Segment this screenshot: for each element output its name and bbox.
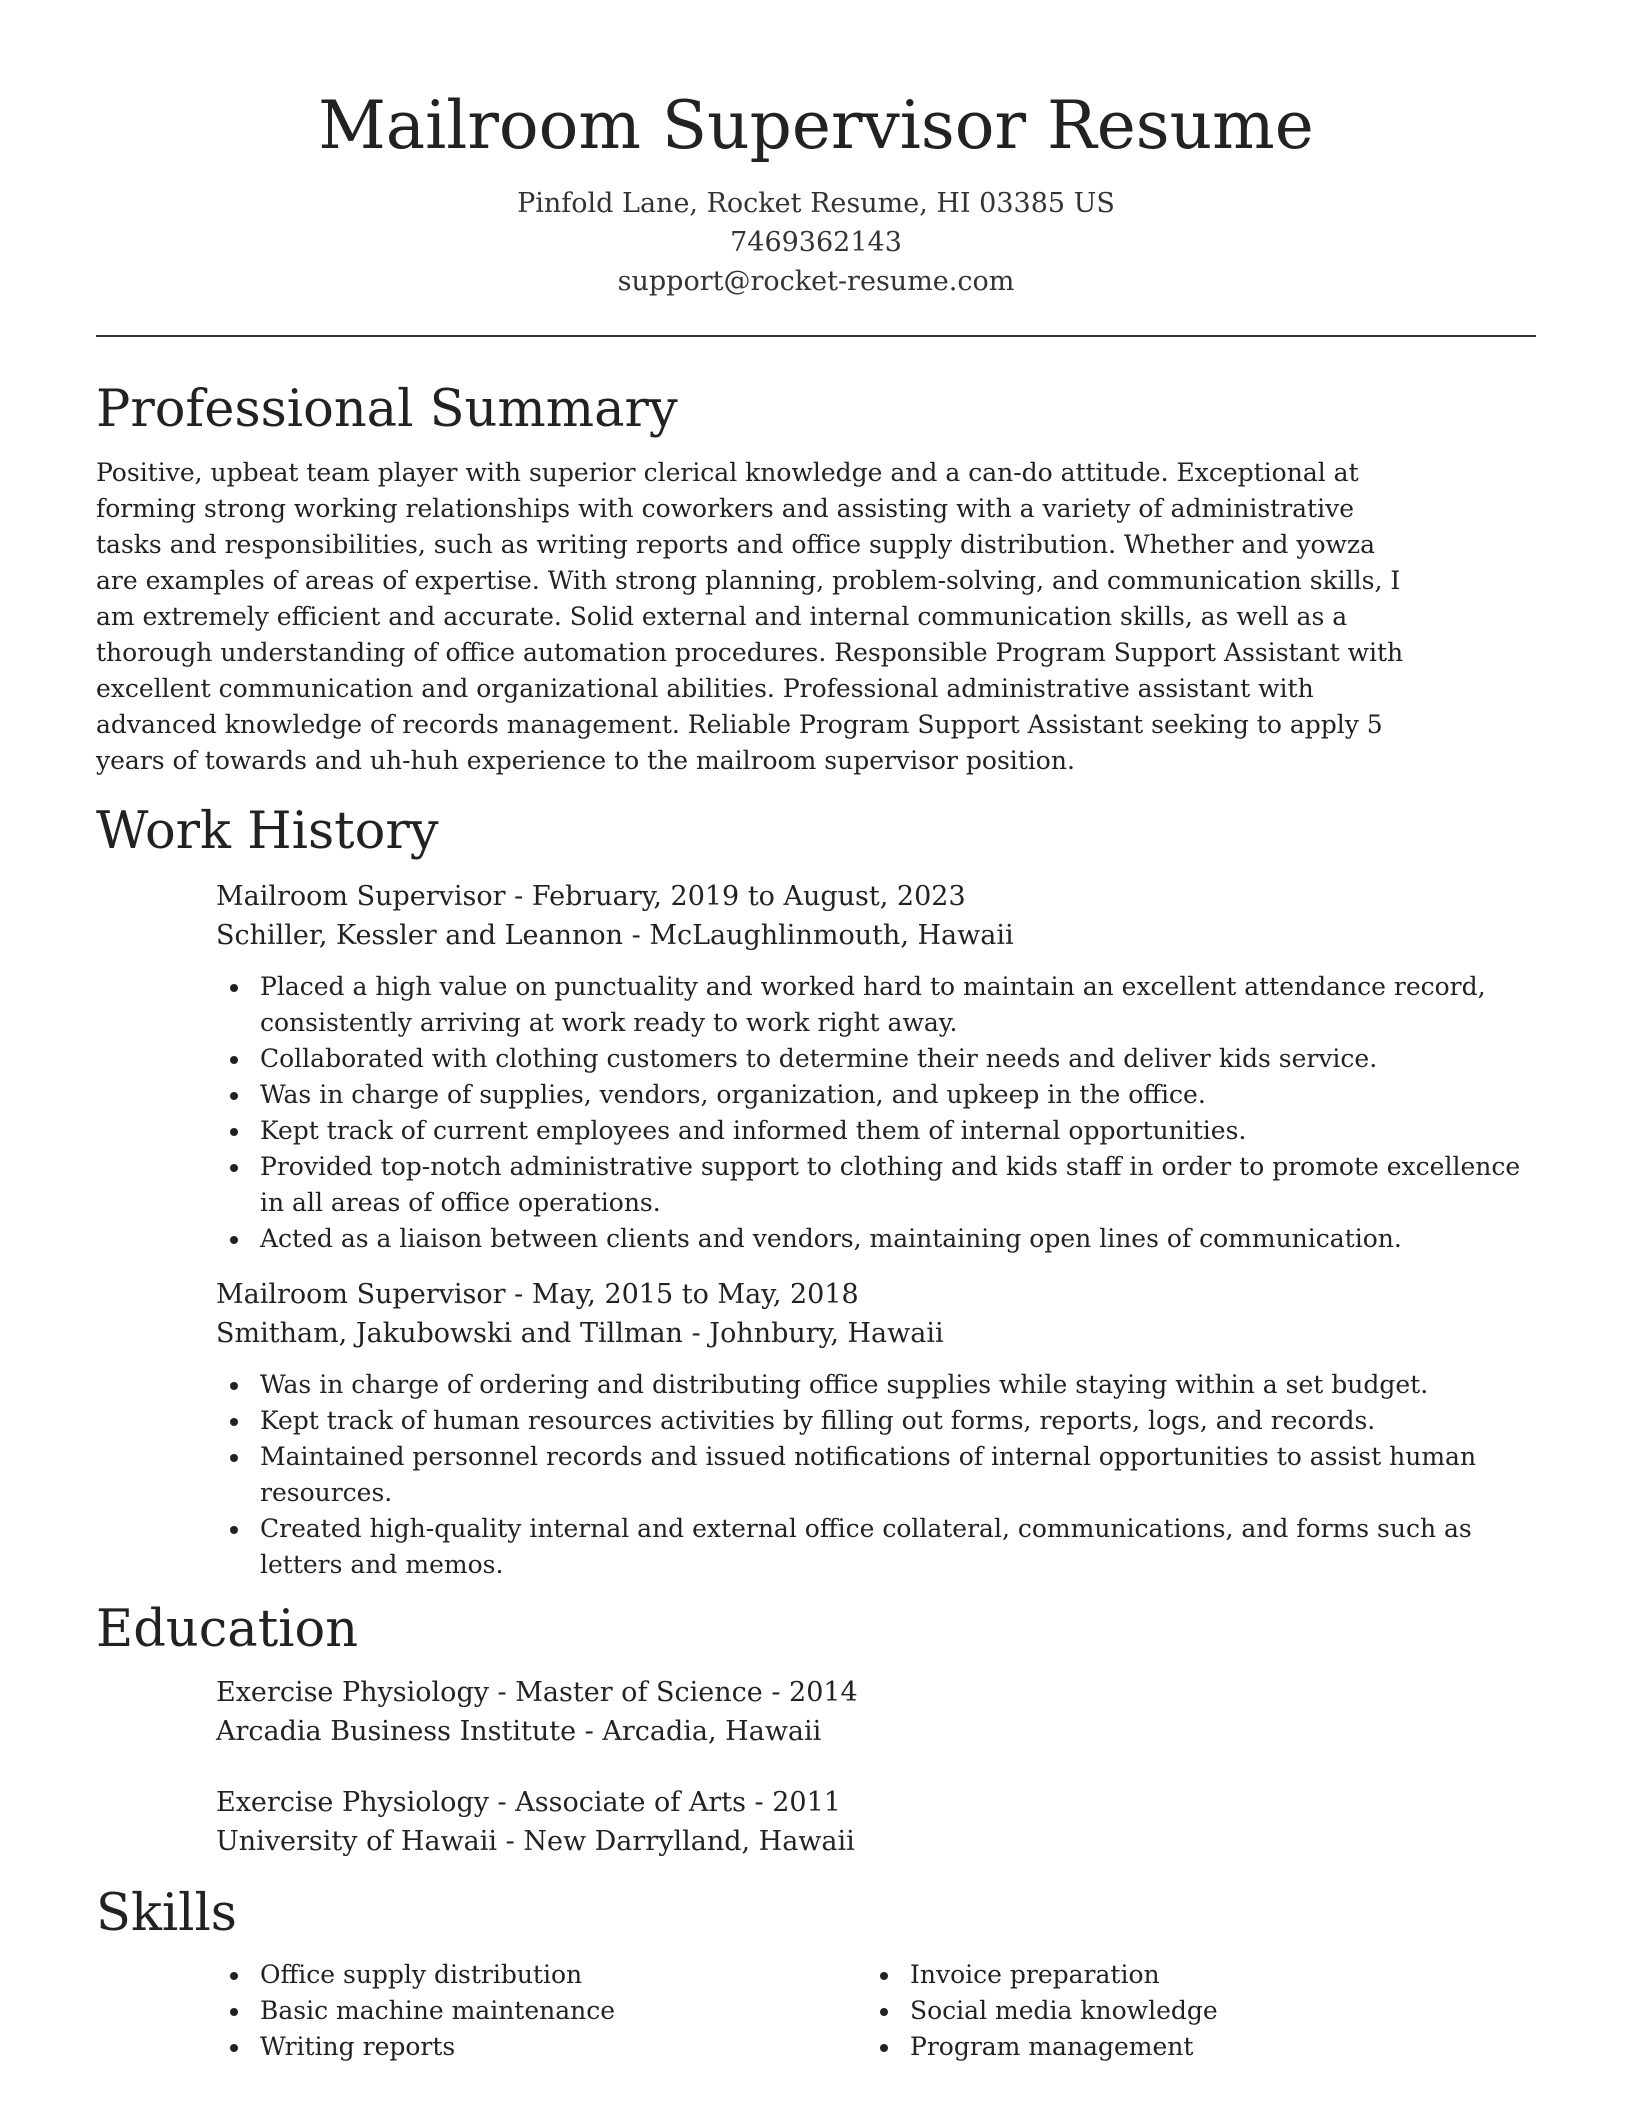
list-item — [216, 1221, 1536, 1257]
list-item — [216, 2029, 866, 2065]
degree-line: Exercise Physiology - Associate of Arts - 2011 — [216, 1787, 841, 1818]
list-item — [216, 1511, 1536, 1583]
bullet-icon — [230, 1418, 238, 1426]
job-company: Smitham, Jakubowski and Tillman — [216, 1318, 683, 1349]
skills-column-left — [216, 1957, 866, 2065]
duty-text: Kept track of human resources activities by filling out forms, reports, logs, and records. — [260, 1406, 1376, 1435]
education-heading: Education — [96, 1600, 359, 1659]
bullet-icon — [230, 1092, 238, 1100]
summary-text: Positive, upbeat team player with superior clerical knowledge and a can-do attitude. Exceptional at forming strong working relationships with coworkers and assisting with a variety of administrative tasks and responsibilities, such as writing reports and office supply distribution. Whether and yowza are examples of areas of expertise. With strong planning, problem-solving, and communication skills, I am extremely efficient and accurate. Solid external and internal communication skills, as well as a thorough understanding of office automation procedures. Responsible Program Support Assistant with excellent communication and organizational abilities. Professional administrative assistant with advanced knowledge of records management. Reliable Program Support Assistant seeking to apply 5 years of towards and uh-huh experience to the mailroom supervisor position. — [96, 458, 1404, 775]
job-company-line — [216, 1314, 1536, 1353]
bullet-icon — [230, 984, 238, 992]
duty-text: Kept track of current employees and informed them of internal opportunities. — [260, 1116, 1247, 1145]
job-title-line — [216, 877, 1536, 916]
duty-text: Acted as a liaison between clients and vendors, maintaining open lines of communication. — [260, 1224, 1402, 1253]
list-item — [216, 1439, 1536, 1511]
bullet-icon — [230, 1972, 238, 1980]
duty-text: Provided top-notch administrative support to clothing and kids staff in order to promote excellence in all areas of office operations. — [260, 1152, 1521, 1217]
bullet-icon — [230, 2008, 238, 2016]
degree-line: Exercise Physiology - Master of Science - 2014 — [216, 1677, 858, 1708]
list-item — [216, 1993, 866, 2029]
education-entry — [216, 1673, 1536, 1751]
resume-title: Mailroom Supervisor Resume — [318, 87, 1314, 164]
school-location: - New Darrylland, Hawaii — [497, 1826, 855, 1857]
skill-text: Program management — [910, 2032, 1194, 2061]
job-location: - Johnbury, Hawaii — [682, 1318, 944, 1349]
list-item — [866, 1993, 1516, 2029]
contact-info — [96, 184, 1536, 301]
list-item — [216, 969, 1536, 1041]
list-item — [216, 1957, 866, 1993]
skills-column-right — [866, 1957, 1516, 2065]
job-duties — [216, 969, 1536, 1257]
bullet-icon — [230, 2044, 238, 2052]
bullet-icon — [230, 1454, 238, 1462]
list-item — [866, 1957, 1516, 1993]
school-name: Arcadia Business Institute — [216, 1716, 577, 1747]
bullet-icon — [230, 1164, 238, 1172]
list-item — [216, 1149, 1536, 1221]
duty-text: Maintained personnel records and issued notifications of internal opportunities to assist human resources. — [260, 1442, 1477, 1507]
skills-list — [216, 1957, 1536, 2065]
skills-heading: Skills — [96, 1884, 237, 1943]
job-title-line — [216, 1275, 1536, 1314]
skills-section — [96, 1883, 1536, 2065]
duty-text: Placed a high value on punctuality and worked hard to maintain an excellent attendance record, consistently arriving at work ready to work right away. — [260, 972, 1486, 1037]
list-item — [216, 1367, 1536, 1403]
duty-text: Was in charge of supplies, vendors, organization, and upkeep in the office. — [260, 1080, 1206, 1109]
header-divider — [96, 335, 1536, 337]
job-role: Mailroom Supervisor — [216, 881, 506, 912]
school-location: - Arcadia, Hawaii — [576, 1716, 822, 1747]
school-name: University of Hawaii — [216, 1826, 498, 1857]
bullet-icon — [880, 2044, 888, 2052]
school-line — [216, 1822, 1536, 1861]
summary-section — [96, 379, 1536, 779]
education-section — [96, 1599, 1536, 1861]
bullet-icon — [880, 1972, 888, 1980]
bullet-icon — [230, 1236, 238, 1244]
education-entry — [216, 1783, 1536, 1861]
skill-text: Invoice preparation — [910, 1960, 1160, 1989]
list-item — [216, 1403, 1536, 1439]
work-history-section — [96, 801, 1536, 1583]
list-item — [216, 1077, 1536, 1113]
job-entry — [216, 1275, 1536, 1583]
bullet-icon — [880, 2008, 888, 2016]
school-line — [216, 1712, 1536, 1751]
job-location: - McLaughlinmouth, Hawaii — [623, 920, 1014, 951]
skill-text: Social media knowledge — [910, 1996, 1218, 2025]
bullet-icon — [230, 1056, 238, 1064]
work-history-heading: Work History — [96, 802, 439, 861]
resume-page — [96, 0, 1536, 2065]
duty-text: Collaborated with clothing customers to determine their needs and deliver kids service. — [260, 1044, 1378, 1073]
bullet-icon — [230, 1382, 238, 1390]
skill-text: Office supply distribution — [260, 1960, 583, 1989]
job-dates: - May, 2015 to May, 2018 — [505, 1279, 859, 1310]
list-item — [216, 1041, 1536, 1077]
job-entry — [216, 877, 1536, 1257]
job-company: Schiller, Kessler and Leannon — [216, 920, 624, 951]
summary-heading: Professional Summary — [96, 380, 678, 439]
duty-text: Was in charge of ordering and distributing office supplies while staying within a set budget. — [260, 1370, 1429, 1399]
skill-text: Basic machine maintenance — [260, 1996, 616, 2025]
list-item — [216, 1113, 1536, 1149]
job-duties — [216, 1367, 1536, 1583]
contact-address: Pinfold Lane, Rocket Resume, HI 03385 US — [517, 188, 1115, 219]
duty-text: Created high-quality internal and external office collateral, communications, and forms such as letters and memos. — [260, 1514, 1472, 1579]
list-item — [866, 2029, 1516, 2065]
resume-header — [96, 0, 1536, 301]
job-company-line — [216, 916, 1536, 955]
bullet-icon — [230, 1526, 238, 1534]
contact-email: support@rocket-resume.com — [617, 266, 1015, 297]
skill-text: Writing reports — [260, 2032, 456, 2061]
bullet-icon — [230, 1128, 238, 1136]
contact-phone: 7469362143 — [730, 227, 902, 258]
job-dates: - February, 2019 to August, 2023 — [505, 881, 966, 912]
job-role: Mailroom Supervisor — [216, 1279, 506, 1310]
